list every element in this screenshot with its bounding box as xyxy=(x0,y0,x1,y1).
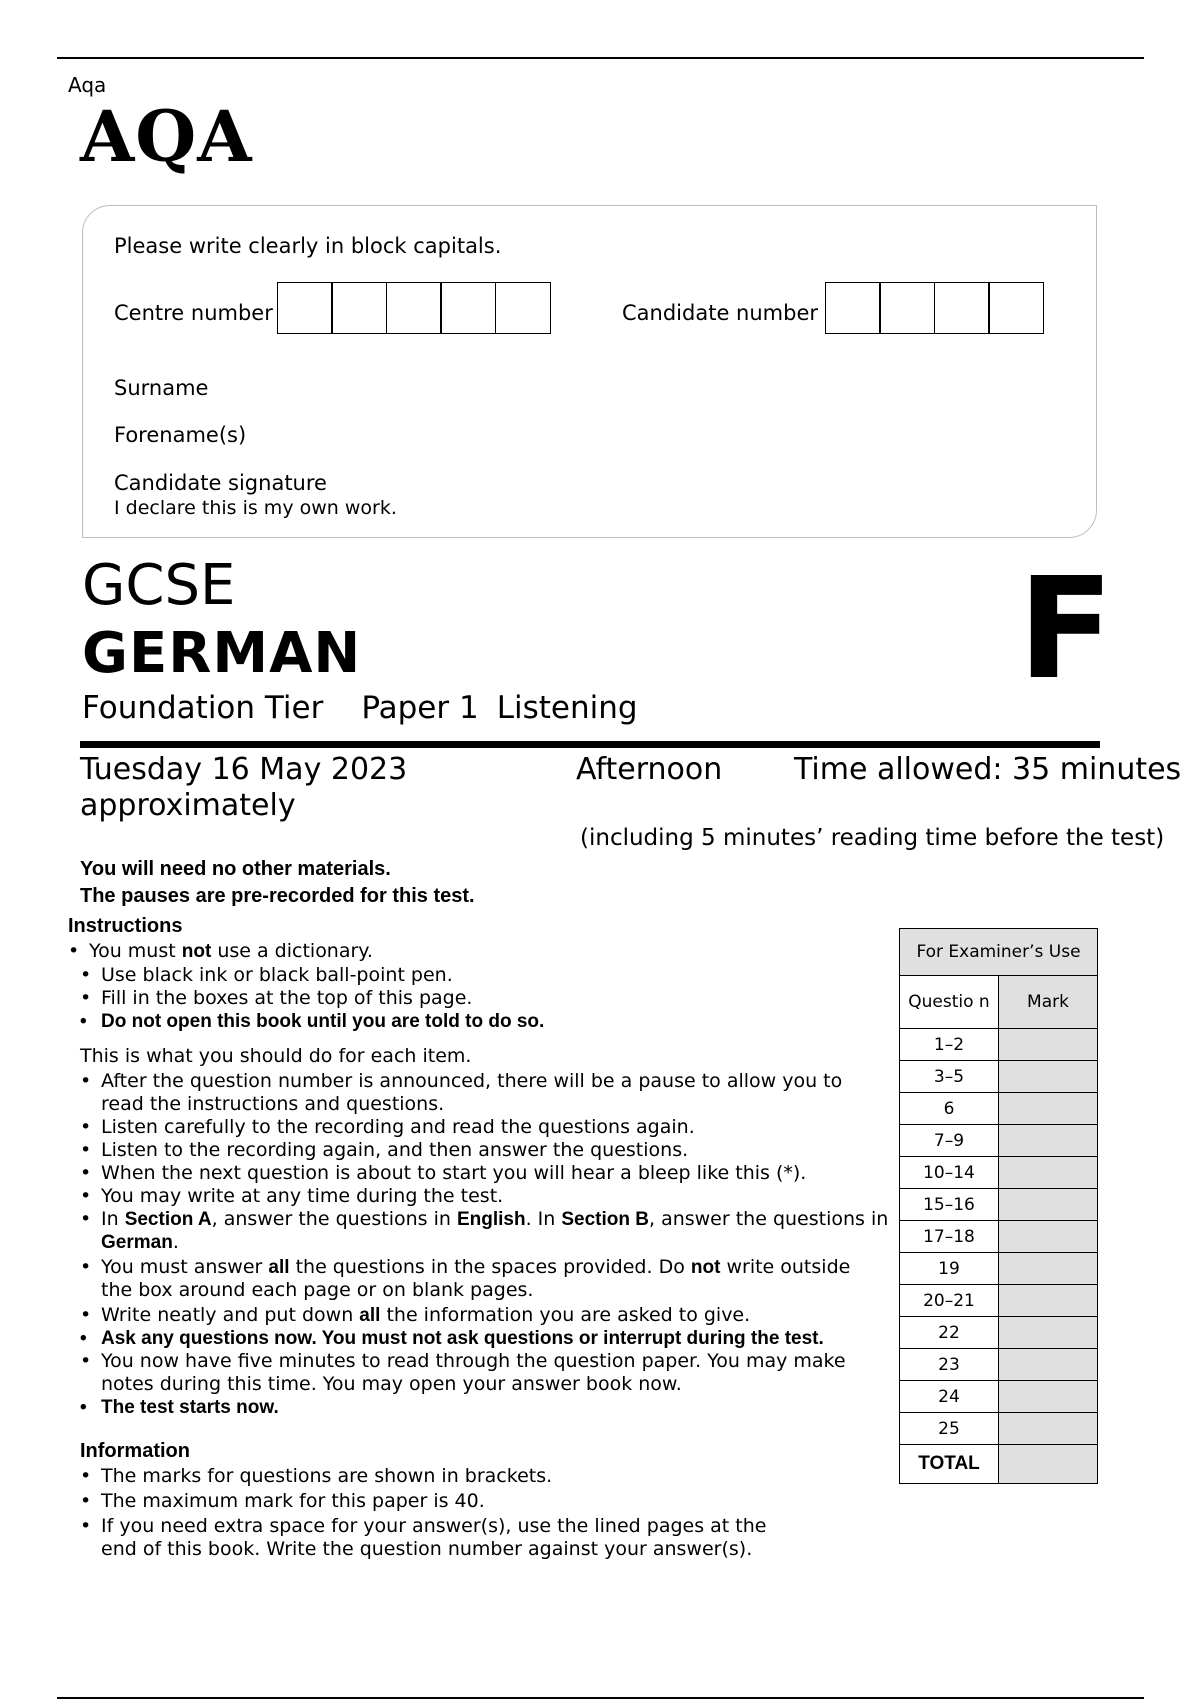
centre-digit-box[interactable] xyxy=(386,282,442,334)
exam-date: Tuesday 16 May 2023 xyxy=(80,752,408,787)
mark-cell xyxy=(999,1381,1098,1413)
list-item: • Do not open this book until you are told to do so. xyxy=(78,1010,858,1033)
tier-label: Foundation Tier xyxy=(82,690,324,726)
materials-line: You will need no other materials. xyxy=(80,858,391,880)
candidate-digit-box[interactable] xyxy=(879,282,935,334)
mark-cell xyxy=(999,1189,1098,1221)
top-rule xyxy=(57,57,1144,59)
surname-label: Surname xyxy=(114,376,209,400)
forename-label: Forename(s) xyxy=(114,423,247,447)
list-item: • The marks for questions are shown in brackets. xyxy=(78,1465,798,1488)
exam-session: Afternoon xyxy=(576,752,723,787)
list-item: • Listen to the recording again, and then answer the questions. xyxy=(78,1139,898,1162)
question-cell: 24 xyxy=(900,1381,999,1413)
total-label: TOTAL xyxy=(900,1445,999,1484)
mark-cell xyxy=(999,1349,1098,1381)
question-cell: 3–5 xyxy=(900,1061,999,1093)
list-item: • When the next question is about to start you will hear a bleep like this (*). xyxy=(78,1162,898,1185)
list-item: • You may write at any time during the test. xyxy=(78,1185,898,1208)
list-item: • Fill in the boxes at the top of this page. xyxy=(78,987,858,1010)
list-item: • After the question number is announced, there will be a pause to allow you to read the instructions and questions. xyxy=(78,1070,881,1116)
list-item: • Write neatly and put down all the information you are asked to give. xyxy=(78,1304,898,1327)
paper-subtitle xyxy=(82,690,676,726)
centre-number-boxes[interactable] xyxy=(278,282,551,334)
qualification-title: GCSE xyxy=(82,553,236,618)
mark-cell xyxy=(999,1125,1098,1157)
per-item-list xyxy=(78,1070,898,1419)
question-cell: 15–16 xyxy=(900,1189,999,1221)
mark-cell xyxy=(999,1413,1098,1445)
question-cell: 17–18 xyxy=(900,1221,999,1253)
examiner-use-table xyxy=(899,928,1098,1484)
instructions-list xyxy=(78,964,858,1033)
mark-cell xyxy=(999,1253,1098,1285)
component-label: Listening xyxy=(496,690,638,726)
mark-cell xyxy=(999,1317,1098,1349)
mark-cell xyxy=(999,1221,1098,1253)
mark-cell xyxy=(999,1285,1098,1317)
centre-number-label: Centre number xyxy=(114,301,273,325)
candidate-number-label: Candidate number xyxy=(622,301,818,325)
candidate-number-boxes[interactable] xyxy=(826,282,1044,334)
question-cell: 19 xyxy=(900,1253,999,1285)
list-item: • Use black ink or black ball-point pen. xyxy=(78,964,858,987)
materials-note xyxy=(80,856,475,910)
tier-letter: F xyxy=(1018,548,1114,711)
question-cell: 20–21 xyxy=(900,1285,999,1317)
mark-cell xyxy=(999,1093,1098,1125)
list-item: • The maximum mark for this paper is 40. xyxy=(78,1490,798,1513)
subject-title: GERMAN xyxy=(82,621,362,686)
instructions-list-top xyxy=(66,940,566,963)
paper-label: Paper 1 xyxy=(361,690,479,726)
signature-label: Candidate signature xyxy=(114,471,327,495)
candidate-digit-box[interactable] xyxy=(825,282,881,334)
list-item: • In Section A, answer the questions in English. In Section B, answer the questions in German. xyxy=(78,1208,941,1254)
list-item: • The test starts now. xyxy=(78,1396,898,1419)
declaration-text: I declare this is my own work. xyxy=(114,497,397,519)
centre-digit-box[interactable] xyxy=(277,282,333,334)
centre-digit-box[interactable] xyxy=(440,282,496,334)
list-item: • Ask any questions now. You must not ask questions or interrupt during the test. xyxy=(78,1327,898,1350)
question-cell: 6 xyxy=(900,1093,999,1125)
header-label: Aqa xyxy=(68,73,107,97)
question-cell: 23 xyxy=(900,1349,999,1381)
centre-digit-box[interactable] xyxy=(331,282,387,334)
information-heading: Information xyxy=(80,1440,190,1462)
time-approximately: approximately xyxy=(80,788,296,823)
mark-column-header: Mark xyxy=(999,976,1098,1029)
list-item: • You must not use a dictionary. xyxy=(66,940,566,963)
list-item: • If you need extra space for your answer(s), use the lined pages at the end of this book. Write the question number against your answer(s). xyxy=(78,1515,781,1561)
question-cell: 10–14 xyxy=(900,1157,999,1189)
per-item-intro: This is what you should do for each item. xyxy=(80,1045,472,1067)
information-list xyxy=(78,1465,798,1561)
list-item: • You must answer all the questions in the spaces provided. Do not write outside the box around each page or on blank pages. xyxy=(78,1256,861,1302)
question-cell: 7–9 xyxy=(900,1125,999,1157)
reading-time-note: (including 5 minutes’ reading time before the test) xyxy=(580,825,1165,851)
list-item: • Listen carefully to the recording and read the questions again. xyxy=(78,1116,898,1139)
list-item: • You now have five minutes to read through the question paper. You may make notes during this time. You may open your answer book now. xyxy=(78,1350,871,1396)
centre-digit-box[interactable] xyxy=(495,282,551,334)
aqa-logo: AQA xyxy=(80,95,253,178)
mark-cell xyxy=(999,1029,1098,1061)
time-allowed: Time allowed: 35 minutes xyxy=(794,752,1182,787)
question-column-header: Questio n xyxy=(900,976,999,1029)
block-capitals-instruction: Please write clearly in block capitals. xyxy=(114,234,502,258)
question-cell: 25 xyxy=(900,1413,999,1445)
question-cell: 1–2 xyxy=(900,1029,999,1061)
title-rule xyxy=(80,741,1100,748)
materials-line: The pauses are pre-recorded for this test. xyxy=(80,885,475,907)
bottom-rule xyxy=(57,1697,1144,1699)
candidate-digit-box[interactable] xyxy=(934,282,990,334)
mark-cell xyxy=(999,1061,1098,1093)
mark-cell xyxy=(999,1157,1098,1189)
total-mark-cell xyxy=(999,1445,1098,1484)
candidate-digit-box[interactable] xyxy=(988,282,1044,334)
question-cell: 22 xyxy=(900,1317,999,1349)
examiner-table-heading: For Examiner’s Use xyxy=(900,929,1098,976)
instructions-heading: Instructions xyxy=(68,915,183,937)
